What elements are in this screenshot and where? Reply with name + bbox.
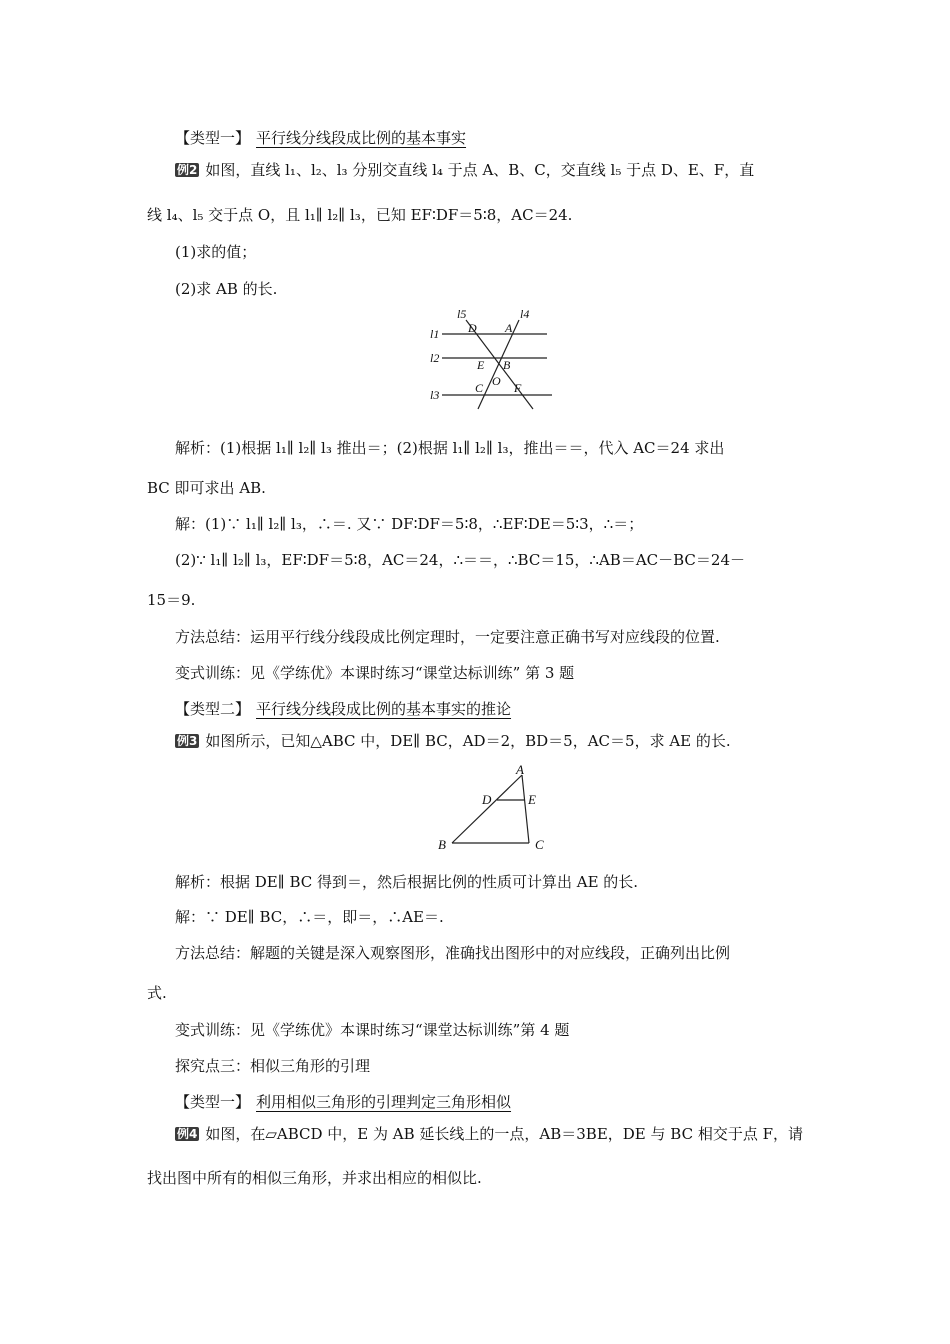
example-tag: 例2 — [177, 163, 198, 177]
analysis-1-line2: BC 即可求出 AB. — [147, 479, 266, 497]
section-header-type1-b — [175, 1092, 835, 1112]
example-text: 如图，直线 l₁、l₂、l₃ 分别交直线 l₄ 于点 A、B、C，交直线 l₅ 于点 D、E、F，直 — [205, 161, 755, 179]
point-C: C — [535, 837, 544, 852]
explore-point-3: 探究点三：相似三角形的引理 — [175, 1057, 371, 1075]
point-B: B — [503, 358, 511, 372]
label-l2: l2 — [430, 351, 440, 365]
example-tag: 例3 — [177, 734, 198, 748]
point-E: E — [477, 358, 485, 372]
point-D: D — [468, 321, 477, 335]
section-bracket: 【类型一】 — [175, 129, 251, 147]
method-summary-2-line2: 式. — [147, 984, 167, 1002]
point-D: D — [482, 792, 492, 807]
section-header-type2 — [175, 699, 835, 719]
example-2-line2: 线 l₄、l₅ 交于点 O，且 l₁∥ l₂∥ l₃，已知 EF∶DF＝5∶8，AC＝24. — [147, 206, 573, 224]
parallel-lines-figure — [420, 305, 560, 410]
analysis-2: 解析：根据 DE∥ BC 得到＝，然后根据比例的性质可计算出 AE 的长. — [175, 873, 639, 891]
example-2-line1 — [175, 160, 835, 180]
point-A: A — [505, 321, 513, 335]
example-3 — [175, 731, 835, 751]
solution-1-line1: 解：(1)∵ l₁∥ l₂∥ l₃，∴＝. 又∵ DF∶DF＝5∶8，∴EF∶DE＝5∶3，∴＝； — [175, 515, 644, 533]
point-E: E — [528, 792, 536, 807]
example-text: 如图所示，已知△ABC 中，DE∥ BC，AD＝2，BD＝5，AC＝5，求 AE 的长. — [205, 732, 731, 750]
label-l4: l4 — [520, 307, 530, 321]
section-bracket: 【类型一】 — [175, 1093, 251, 1111]
method-summary-1: 方法总结：运用平行线分线段成比例定理时，一定要注意正确书写对应线段的位置. — [175, 628, 720, 646]
triangle-figure — [432, 762, 552, 854]
solution-1-line3: 15＝9. — [147, 591, 196, 609]
solution-2: 解：∵ DE∥ BC，∴＝，即＝，∴AE＝. — [175, 908, 444, 926]
analysis-1-line1: 解析：(1)根据 l₁∥ l₂∥ l₃ 推出＝；(2)根据 l₁∥ l₂∥ l₃，推出＝＝，代入 AC＝24 求出 — [175, 439, 725, 457]
label-l1: l1 — [430, 327, 440, 341]
question-1: (1)求的值； — [175, 243, 257, 261]
point-C: C — [475, 381, 484, 395]
variant-training-2: 变式训练：见《学练优》本课时练习“课堂达标训练”第 4 题 — [175, 1021, 570, 1039]
label-l5: l5 — [457, 307, 467, 321]
label-l3: l3 — [430, 388, 440, 402]
point-A: A — [516, 762, 524, 777]
point-B: B — [438, 837, 446, 852]
solution-1-line2: (2)∵ l₁∥ l₂∥ l₃，EF∶DF＝5∶8，AC＝24，∴＝＝，∴BC＝15，∴AB＝AC－BC＝24－ — [175, 551, 745, 569]
point-O: O — [492, 374, 501, 388]
point-F: F — [514, 381, 522, 395]
variant-training-1: 变式训练：见《学练优》本课时练习“课堂达标训练” 第 3 题 — [175, 664, 575, 682]
section-title: 利用相似三角形的引理判定三角形相似 — [256, 1093, 512, 1111]
example-4-line2: 找出图中所有的相似三角形，并求出相应的相似比. — [147, 1169, 482, 1187]
example-text: 如图，在▱ABCD 中，E 为 AB 延长线上的一点，AB＝3BE，DE 与 BC 相交于点 F，请 — [205, 1125, 804, 1143]
section-bracket: 【类型二】 — [175, 700, 251, 718]
question-2: (2)求 AB 的长. — [175, 280, 278, 298]
section-title: 平行线分线段成比例的基本事实 — [256, 129, 467, 147]
example-tag: 例4 — [177, 1127, 198, 1141]
method-summary-2-line1: 方法总结：解题的关键是深入观察图形，准确找出图形中的对应线段，正确列出比例 — [175, 944, 731, 962]
section-header-type1 — [175, 128, 835, 148]
section-title: 平行线分线段成比例的基本事实的推论 — [256, 700, 512, 718]
example-4-line1 — [175, 1124, 835, 1144]
